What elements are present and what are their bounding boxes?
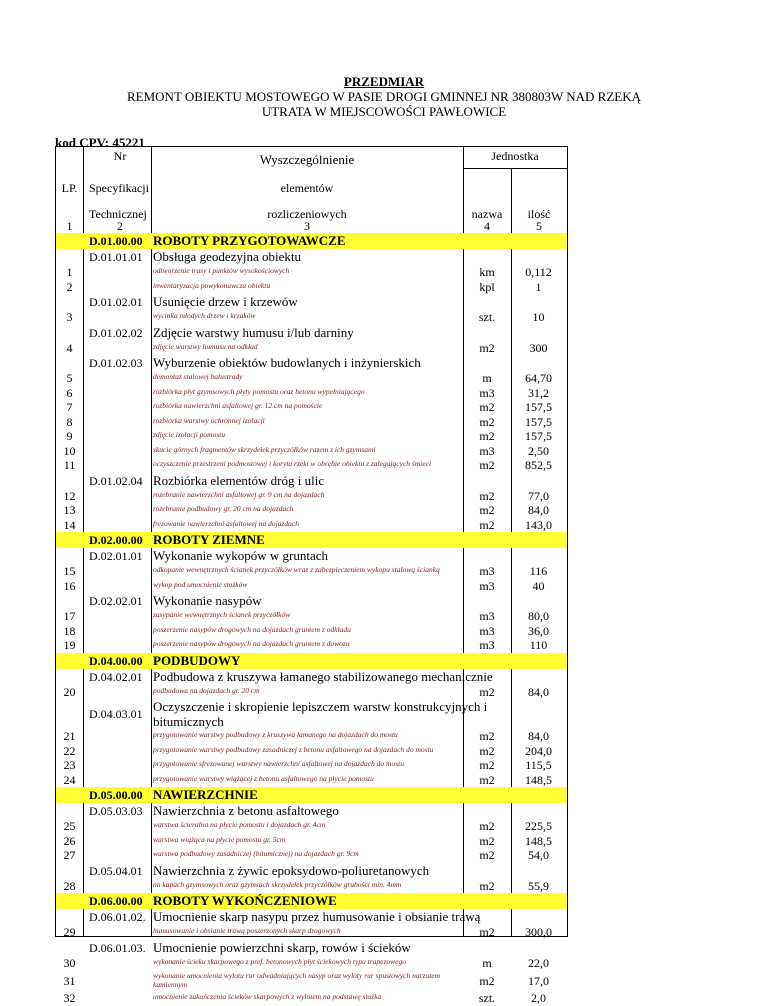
group-row [56, 669, 567, 685]
col-number-5: 5 [536, 219, 542, 233]
group-row [56, 249, 567, 265]
table-row [56, 879, 567, 894]
unit-name: m2 [479, 878, 495, 893]
section-title: PODBUDOWY [153, 652, 241, 668]
group-row [56, 325, 567, 341]
table-row [56, 624, 567, 639]
col-number-2: 2 [117, 219, 123, 233]
table-row [56, 834, 567, 849]
col-header-nr: Nr [113, 149, 127, 163]
unit-name: m3 [479, 578, 495, 593]
quantity: 84,0 [528, 729, 549, 744]
group-row [56, 940, 567, 956]
item-description: rozebranie podbudowy gr. 20 cm na dojazdach [153, 504, 294, 513]
table-row [56, 371, 567, 386]
unit-name: kpl [479, 279, 495, 294]
quantity: 148,5 [525, 772, 552, 787]
unit-name: m2 [479, 833, 495, 848]
lp-number: 8 [66, 414, 73, 429]
lp-number: 32 [63, 991, 76, 1006]
spec-code: D.01.01.01 [89, 250, 143, 264]
section-row [56, 532, 567, 548]
unit-name: m2 [479, 684, 495, 699]
lp-number: 21 [63, 729, 76, 744]
table-row [56, 925, 567, 940]
section-row [56, 787, 567, 803]
unit-name: m2 [479, 743, 495, 758]
spec-code: D.05.00.00 [89, 788, 143, 802]
section-title: ROBOTY PRZYGOTOWAWCZE [153, 233, 346, 248]
group-title: Podbudowa z kruszywa łamanego stabilizowanego mechanicznie [153, 668, 493, 684]
unit-name: szt. [478, 310, 496, 325]
col-header-settlement: rozliczeniowych [267, 207, 347, 221]
col-header-quantity: ilość [527, 207, 551, 221]
unit-name: m2 [479, 925, 495, 940]
group-row [56, 803, 567, 819]
quantity: 36,0 [528, 623, 549, 638]
item-description: warstwa wiążąca na płycie pomostu gr. 5cm [153, 834, 286, 844]
group-title: Obsługa geodezyjna obiektu [153, 249, 302, 264]
item-description: zdjęcie izolacji pomostu [153, 430, 226, 439]
unit-name: m2 [479, 819, 495, 834]
quantity: 225,5 [525, 819, 552, 834]
unit-header-divider [463, 168, 567, 169]
group-row [56, 909, 567, 925]
item-description: inwentaryzacja powykonawcza obiektu [153, 280, 271, 290]
quantity: 852,5 [525, 458, 552, 473]
item-description: na kapach gzymsowych oraz gzymsach skrzydełek przyczółków grubości min. 4mm [153, 879, 402, 889]
unit-name: m2 [479, 414, 495, 429]
table-row [56, 280, 567, 295]
quantity: 10 [532, 310, 545, 325]
spec-code: D.01.00.00 [89, 234, 143, 248]
spec-code: D.04.03.01 [89, 707, 143, 721]
item-description: przygotowanie warstwy podbudowy zasadniczej z betonu asfaltowego na dojazdach do mostu [153, 744, 434, 754]
quantity: 116 [529, 564, 548, 579]
section-row [56, 233, 567, 249]
document-subtitle-line-1: REMONT OBIEKTU MOSTOWEGO W PASIE DROGI GMINNEJ NR 380803W NAD RZEKĄ [127, 89, 641, 104]
item-description: oczyszczenie przestrzeni podmostowej i koryta rzeki w obrębie obiektu z zalegających śmieci [153, 459, 432, 468]
unit-name: m2 [479, 973, 495, 988]
lp-number: 11 [63, 458, 76, 473]
group-row [56, 863, 567, 879]
group-title: Wykonanie wykopów w gruntach [153, 548, 329, 563]
group-title-continued: bitumicznych [153, 714, 224, 729]
table-row [56, 638, 567, 653]
lp-number: 2 [66, 279, 73, 294]
lp-number: 3 [66, 310, 73, 325]
item-description: demontaż stalowej balustrady [153, 372, 243, 381]
document-subtitle-line-2: UTRATA W MIEJSCOWOŚCI PAWŁOWICE [261, 104, 507, 119]
col-header-technical: Technicznej [89, 207, 147, 221]
spec-code: D.01.02.02 [89, 325, 143, 340]
spec-code: D.06.00.00 [89, 894, 143, 908]
item-description: rozbiórka nawierzchni asfaltowej gr. 12 cm na pomoście [153, 401, 323, 410]
lp-number: 1 [66, 265, 73, 280]
item-description: odkopanie wewnętrznych ścianek przyczółków wraz z zabezpieczeniem wykopu stalową ścianką [153, 565, 440, 574]
unit-name: m2 [479, 400, 495, 415]
item-description: warstwa ścieralna na płycie pomostu i dojazdach gr. 4cm [153, 820, 326, 829]
table-row [56, 400, 567, 415]
item-description: przygotowanie sfrezowanej warstwy nawierzchni asfaltowej na dojazdach do mostu [153, 759, 404, 768]
unit-name: m3 [479, 609, 495, 624]
unit-name: szt. [478, 991, 496, 1006]
item-description: przygotowanie warstwy podbudowy z kruszywa łamanego na dojazdach do mostu [153, 730, 398, 739]
spec-code: D.05.03.03 [89, 804, 143, 818]
group-row [56, 294, 567, 310]
item-description: wycinka młodych drzew i krzaków [153, 311, 256, 320]
section-title: ROBOTY WYKOŃCZENIOWE [153, 893, 337, 908]
lp-number: 28 [63, 878, 76, 893]
lp-number: 27 [63, 848, 76, 863]
group-row [56, 593, 567, 609]
table-row [56, 444, 567, 459]
table-row [56, 564, 567, 579]
table-row [56, 991, 567, 1006]
lp-number: 14 [63, 517, 76, 532]
item-description: wykonanie umocnienia wylotu rur odwadniających nasyp oraz wyloty rur spustowych narzutem [153, 971, 441, 980]
lp-number: 7 [66, 400, 73, 415]
col-number-4: 4 [484, 219, 490, 233]
unit-name: m2 [479, 758, 495, 773]
table-row [56, 773, 567, 788]
spec-code: D.02.00.00 [89, 533, 143, 547]
cpv-code: kod CPV: 45221 [55, 135, 145, 150]
item-description-continued: kamiennym [153, 980, 188, 989]
lp-number: 24 [63, 772, 76, 787]
lp-number: 31 [63, 973, 76, 988]
spec-code: D.04.02.01 [89, 669, 143, 684]
document-title: PRZEDMIAR [343, 74, 425, 89]
item-description: podbudowa na dojazdach gr. 20 cm [153, 685, 260, 695]
group-title: Nawierzchnia z betonu asfaltowego [153, 803, 339, 818]
lp-number: 12 [63, 488, 76, 503]
item-description: rozbiórka warstwy ochronnej izolacji [153, 415, 265, 425]
unit-name: m2 [479, 729, 495, 744]
item-description: umocnienie zakończenia ścieków skarpowych z wylotem na podstawę stożka [153, 992, 382, 1001]
lp-number: 29 [63, 925, 76, 940]
spec-code: D.06.01.02. [89, 910, 146, 924]
col-number-1: 1 [66, 219, 73, 233]
quantity: 77,0 [528, 488, 549, 503]
table-row [56, 744, 567, 759]
quantity: 300,0 [525, 925, 552, 940]
lp-number: 22 [63, 743, 76, 758]
lp-number: 30 [63, 955, 76, 970]
table-row [56, 819, 567, 834]
table-row [56, 579, 567, 594]
quantity: 157,5 [525, 414, 552, 429]
col-header-unit: Jednostka [491, 149, 539, 163]
quantity: 22,0 [528, 955, 549, 970]
lp-number: 25 [63, 819, 76, 834]
group-title: Zdjęcie warstwy humusu i/lub darniny [153, 324, 354, 340]
item-description: frezowanie nawierzchni asfaltowej na dojazdach [153, 518, 299, 528]
quantity: 40 [532, 578, 545, 593]
table-row [56, 310, 567, 325]
quantity: 80,0 [528, 609, 549, 624]
section-title: NAWIERZCHNIE [153, 787, 258, 802]
spec-code: D.05.04.01 [89, 863, 143, 878]
lp-number: 16 [63, 578, 76, 593]
table-row [56, 685, 567, 700]
group-title: Nawierzchnia z żywic epoksydowo-poliuretanowych [153, 862, 430, 878]
col-header-specification: Specyfikacji [89, 181, 149, 195]
item-description: odtworzenie trasy i punktów wysokościowych [153, 266, 290, 275]
item-description: warstwa podbudowy zasadniczej (bitumicznej) na dojazdach gr. 9cm [153, 849, 359, 858]
table-row [56, 758, 567, 773]
item-description: zdjęcie warstwy humusu na odkład [153, 341, 258, 351]
lp-number: 15 [63, 564, 76, 579]
spec-code: D.04.00.00 [89, 653, 143, 668]
item-description: zasypanie wewnętrznych ścianek przyczółków [153, 610, 291, 619]
item-description: poszerzenie nasypów drogowych na dojazdach gruntem z dowozu [153, 639, 350, 648]
spec-code: D.02.02.01 [89, 594, 143, 608]
quantity: 143,0 [525, 517, 552, 532]
item-description: wykop pod umocnienie stożków [153, 579, 248, 589]
group-row [56, 699, 567, 729]
unit-name: m3 [479, 638, 495, 653]
group-row [56, 473, 567, 489]
col-number-3: 3 [304, 219, 310, 233]
table-row [56, 415, 567, 430]
quantity: 157,5 [525, 400, 552, 415]
quantity: 204,0 [525, 743, 552, 758]
item-description: przygotowanie warstwy wiążącej z betonu asfaltowego na płycie pomostu [153, 773, 374, 783]
quantity: 55,9 [528, 878, 549, 893]
quantity: 2,50 [528, 443, 549, 458]
item-description: rozebranie nawierzchni asfaltowej gr. 9 cm na dojazdach [153, 489, 325, 499]
section-row [56, 653, 567, 669]
group-title: Umocnienie skarp nasypu przez humusowanie i obsianie trawą [153, 909, 481, 924]
spec-code: D.01.02.01 [89, 295, 143, 309]
col-header-description: Wyszczególnienie [259, 152, 355, 167]
lp-number: 13 [63, 503, 76, 518]
unit-name: m2 [479, 517, 495, 532]
quantity: 0,112 [525, 265, 552, 280]
table-row [56, 518, 567, 533]
spec-code: D.06.01.03. [89, 940, 146, 955]
group-title: Wykonanie nasypów [153, 593, 262, 608]
quantity: 31,2 [528, 385, 549, 400]
table-row [56, 489, 567, 504]
quantity: 64,70 [525, 371, 552, 386]
unit-name: m2 [479, 488, 495, 503]
item-description: rozbiórka płyt gzymsowych płyty pomostu oraz betonu wypełniającego [153, 386, 365, 396]
col-header-elements: elementów [280, 181, 334, 195]
quantity: 2,0 [531, 991, 546, 1006]
quantity: 148,5 [525, 833, 552, 848]
table-row [56, 848, 567, 863]
unit-name: m [482, 955, 492, 970]
table-row [56, 970, 567, 991]
table-row [56, 265, 567, 280]
lp-number: 6 [66, 385, 73, 400]
quantity: 84,0 [528, 684, 549, 699]
quantity: 110 [529, 638, 548, 653]
table-row [56, 956, 567, 971]
quantity: 54,0 [528, 848, 549, 863]
table-row [56, 729, 567, 744]
lp-number: 5 [66, 371, 73, 386]
quantity: 157,5 [525, 429, 552, 444]
bill-of-quantities-table [55, 146, 568, 1006]
unit-name: m2 [479, 458, 495, 473]
group-row [56, 548, 567, 564]
unit-name: m2 [479, 848, 495, 863]
unit-name: m3 [479, 623, 495, 638]
unit-name: m2 [479, 429, 495, 444]
item-description: skucie górnych fragmentów skrzydełek przyczółków razem z ich gzymsami [153, 444, 376, 454]
unit-name: m3 [479, 385, 495, 400]
table-row [56, 503, 567, 518]
group-title: Usunięcie drzew i krzewów [153, 294, 298, 309]
lp-number: 9 [66, 429, 73, 444]
item-description: humusowanie i obsianie trawą poszerzonych skarp drogowych [153, 926, 341, 935]
lp-number: 23 [63, 758, 76, 773]
group-title: Oczyszczenie i skropienie lepiszczem warstw konstrukcyjnych i [153, 699, 488, 714]
lp-number: 26 [63, 833, 76, 848]
unit-name: m3 [479, 443, 495, 458]
group-title: Wyburzenie obiektów budowlanych i inżynierskich [153, 355, 421, 370]
quantity: 84,0 [528, 503, 549, 518]
table-row [56, 341, 567, 356]
spec-code: D.01.02.04 [89, 473, 143, 488]
group-title: Rozbiórka elementów dróg i ulic [153, 472, 325, 488]
quantity: 1 [535, 279, 542, 294]
spec-code: D.02.01.01 [89, 549, 143, 563]
spec-code: D.01.02.03 [89, 356, 143, 370]
lp-number: 18 [63, 623, 76, 638]
lp-number: 20 [63, 684, 76, 699]
table-row [56, 386, 567, 401]
table-row [56, 458, 567, 473]
col-header-lp: LP. [61, 181, 78, 195]
col-header-unit-name: nazwa [471, 207, 503, 221]
group-row [56, 355, 567, 371]
unit-name: m [482, 371, 492, 386]
lp-number: 19 [63, 638, 76, 653]
section-row [56, 893, 567, 909]
item-description: poszerzenie nasypów drogowych na dojazdach gruntem z odkładu [153, 624, 351, 634]
lp-number: 4 [66, 340, 73, 355]
quantity: 17,0 [528, 973, 549, 988]
group-title: Umocnienie powierzchni skarp, rowów i ścieków [153, 939, 411, 955]
unit-name: m2 [479, 772, 495, 787]
lp-number: 17 [63, 609, 76, 624]
unit-name: m2 [479, 340, 495, 355]
quantity: 115,5 [525, 758, 552, 773]
item-description: wykonanie ścieku skarpowego z pref. betonowych płyt ściekowych typu trapezowego [153, 956, 406, 966]
quantity: 300 [529, 340, 548, 355]
unit-name: m2 [479, 503, 495, 518]
unit-name: km [479, 265, 495, 280]
table-row [56, 609, 567, 624]
table-row [56, 429, 567, 444]
unit-name: m3 [479, 564, 495, 579]
lp-number: 10 [63, 443, 76, 458]
section-title: ROBOTY ZIEMNE [153, 532, 265, 547]
